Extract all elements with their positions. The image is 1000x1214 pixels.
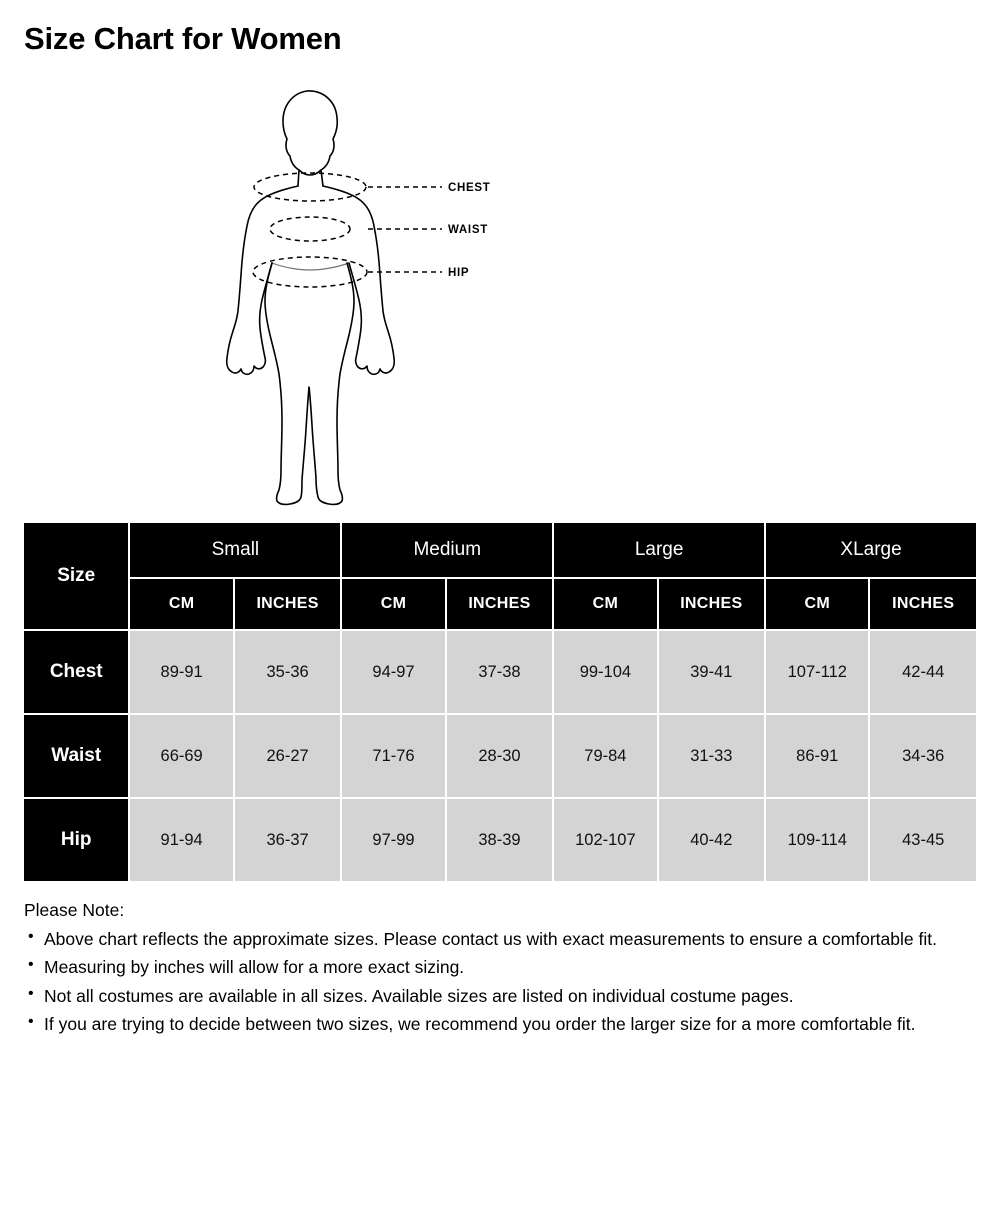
cell-waist-large-inches: 31-33 xyxy=(658,714,766,798)
cell-chest-medium-inches: 37-38 xyxy=(446,630,554,714)
table-row-hip xyxy=(23,798,977,882)
cell-chest-xlarge-inches: 42-44 xyxy=(869,630,977,714)
table-row-waist xyxy=(23,714,977,798)
chest-label: CHEST xyxy=(448,182,491,195)
cell-waist-medium-cm: 71-76 xyxy=(341,714,445,798)
header-xlarge-cm: CM xyxy=(765,578,869,630)
note-item: • Above chart reflects the approximate sizes. Please contact us with exact measurements to ensure a comfortable fit. xyxy=(24,926,978,953)
header-size: Size xyxy=(23,522,129,630)
row-label-hip: Hip xyxy=(23,798,129,882)
cell-hip-medium-inches: 38-39 xyxy=(446,798,554,882)
waist-label: WAIST xyxy=(448,224,488,237)
header-size-large: Large xyxy=(553,522,765,578)
size-chart-page xyxy=(0,20,1000,1214)
cell-hip-small-cm: 91-94 xyxy=(129,798,233,882)
row-label-chest: Chest xyxy=(23,630,129,714)
cell-waist-medium-inches: 28-30 xyxy=(446,714,554,798)
notes-section xyxy=(24,897,978,1038)
cell-chest-medium-cm: 94-97 xyxy=(341,630,445,714)
waist-ellipse xyxy=(270,217,350,241)
page-title: Size Chart for Women xyxy=(24,21,342,56)
notes-list xyxy=(24,926,978,1038)
header-size-medium: Medium xyxy=(341,522,553,578)
hip-label: HIP xyxy=(448,267,470,280)
cell-hip-xlarge-cm: 109-114 xyxy=(765,798,869,882)
cell-waist-small-cm: 66-69 xyxy=(129,714,233,798)
header-small-inches: INCHES xyxy=(234,578,342,630)
header-small-cm: CM xyxy=(129,578,233,630)
table-row-chest xyxy=(23,630,977,714)
header-large-cm: CM xyxy=(553,578,657,630)
chest-ellipse xyxy=(254,173,366,201)
female-body-diagram xyxy=(190,69,810,509)
cell-waist-xlarge-inches: 34-36 xyxy=(869,714,977,798)
cell-hip-large-cm: 102-107 xyxy=(553,798,657,882)
cell-chest-small-cm: 89-91 xyxy=(129,630,233,714)
table-header-units xyxy=(23,578,977,630)
header-xlarge-inches: INCHES xyxy=(869,578,977,630)
header-medium-cm: CM xyxy=(341,578,445,630)
cell-chest-large-inches: 39-41 xyxy=(658,630,766,714)
body-figure-container xyxy=(22,69,978,509)
cell-waist-large-cm: 79-84 xyxy=(553,714,657,798)
size-chart-table xyxy=(22,521,978,883)
header-large-inches: INCHES xyxy=(658,578,766,630)
cell-waist-small-inches: 26-27 xyxy=(234,714,342,798)
cell-hip-medium-cm: 97-99 xyxy=(341,798,445,882)
cell-hip-large-inches: 40-42 xyxy=(658,798,766,882)
cell-chest-xlarge-cm: 107-112 xyxy=(765,630,869,714)
note-item: • If you are trying to decide between two sizes, we recommend you order the larger size for a more comfortable fit. xyxy=(24,1011,978,1038)
cell-chest-small-inches: 35-36 xyxy=(234,630,342,714)
notes-heading: Please Note: xyxy=(24,900,125,921)
note-item: • Not all costumes are available in all sizes. Available sizes are listed on individual costume pages. xyxy=(24,983,978,1010)
row-label-waist: Waist xyxy=(23,714,129,798)
cell-waist-xlarge-cm: 86-91 xyxy=(765,714,869,798)
cell-hip-small-inches: 36-37 xyxy=(234,798,342,882)
header-medium-inches: INCHES xyxy=(446,578,554,630)
cell-chest-large-cm: 99-104 xyxy=(553,630,657,714)
cell-hip-xlarge-inches: 43-45 xyxy=(869,798,977,882)
table-header-sizes xyxy=(23,522,977,578)
header-size-xlarge: XLarge xyxy=(765,522,977,578)
note-item: • Measuring by inches will allow for a more exact sizing. xyxy=(24,954,978,981)
header-size-small: Small xyxy=(129,522,341,578)
